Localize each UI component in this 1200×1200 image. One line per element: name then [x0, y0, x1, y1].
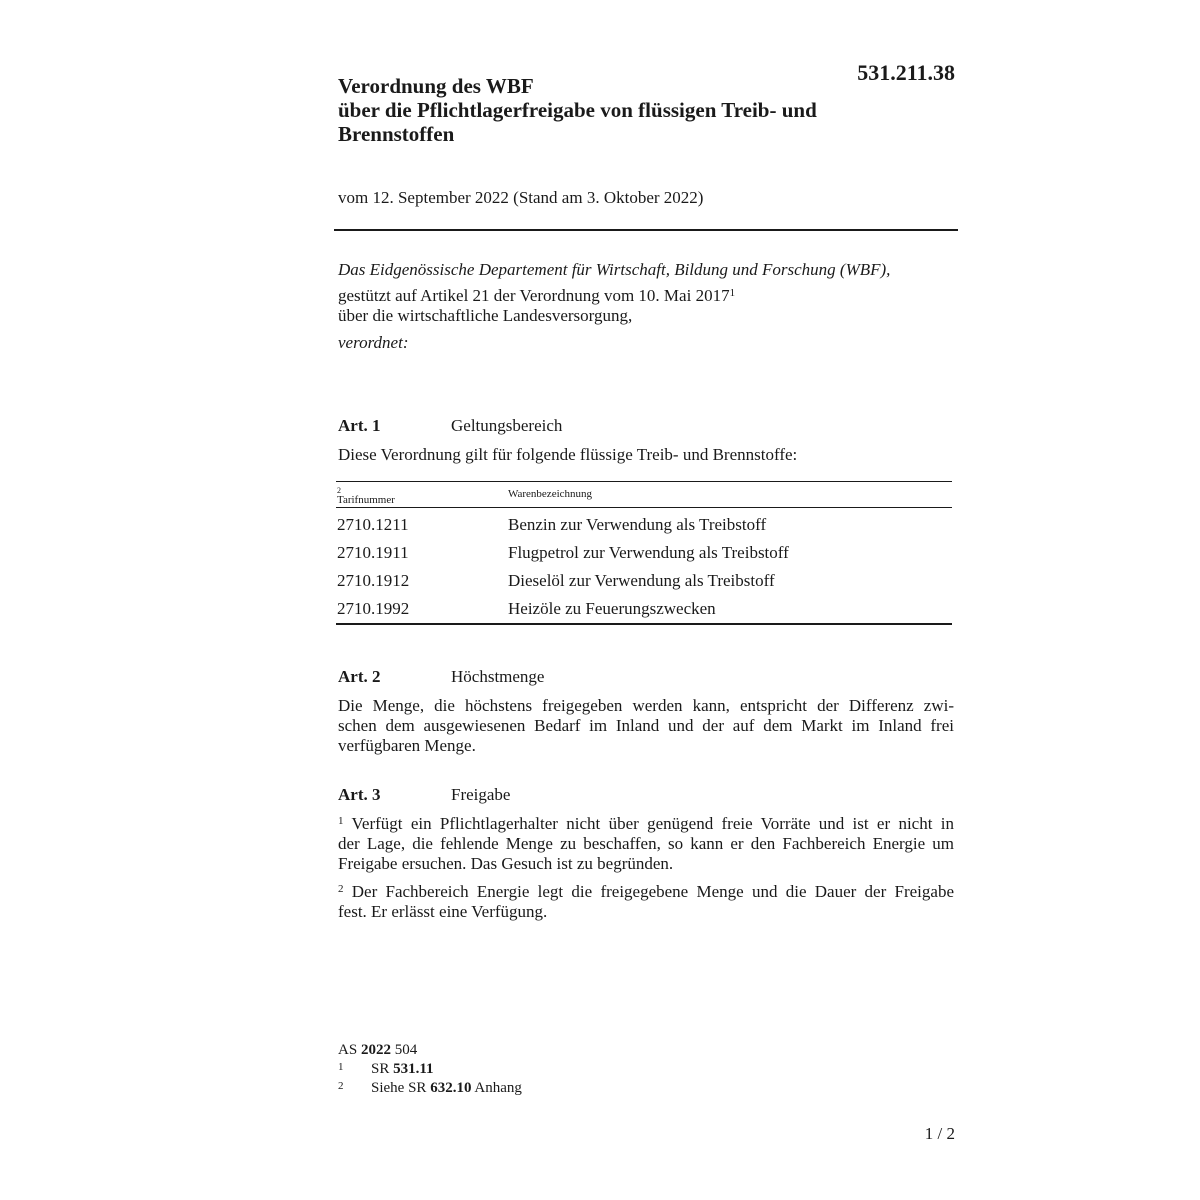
- table-row: [336, 536, 952, 564]
- article-number: Art. 1: [338, 416, 381, 435]
- title-line: Brennstoffen: [338, 122, 455, 146]
- basis-text: gestützt auf Artikel 21 der Verordnung vom 10. Mai 2017: [338, 286, 730, 305]
- article-1-intro: Diese Verordnung gilt für folgende flüssige Treib- und Brennstoffe:: [338, 445, 798, 464]
- article-2-heading: [338, 667, 544, 687]
- footnote-mark: 1: [338, 1061, 344, 1073]
- footnote-ref-link[interactable]: 632.10: [430, 1080, 472, 1096]
- page-number: 1 / 2: [924, 1124, 955, 1143]
- tariff-table: [336, 481, 952, 625]
- ordinance-title: [338, 74, 938, 146]
- text-line: Die Menge, die höchstens freigegeben werden kann, entspricht der Differenz zwi-: [338, 696, 954, 715]
- text-line: fest. Er erlässt eine Verfügung.: [338, 902, 548, 921]
- text-line: schen dem ausgewiesenen Bedarf im Inland und der auf dem Markt im Inland frei: [338, 716, 954, 735]
- column-header-goods: Warenbezeichnung: [508, 488, 593, 500]
- paragraph-number: 1: [338, 815, 344, 827]
- footnotes: [338, 1042, 522, 1097]
- table-header: [336, 482, 952, 507]
- footnote-item: [338, 1059, 522, 1078]
- goods-cell: Dieselöl zur Verwendung als Treibstoff: [508, 571, 775, 590]
- text-line: Der Fachbereich Energie legt die freigegebene Menge und die Dauer der Freigabe: [351, 882, 954, 901]
- goods-cell: Benzin zur Verwendung als Treibstoff: [508, 515, 767, 534]
- tariff-cell: 2710.1911: [337, 543, 409, 562]
- article-2-text: [338, 696, 954, 756]
- text-line: verfügbaren Menge.: [338, 736, 476, 755]
- text-line: der Lage, die fehlende Menge zu beschaffen, so kann er den Fachbereich Energie um: [338, 834, 954, 853]
- title-line: über die Pflichtlagerfreigabe von flüssigen Treib- und: [338, 98, 817, 122]
- as-prefix: AS: [338, 1042, 358, 1058]
- footnote-prefix: SR: [371, 1061, 390, 1077]
- tariff-cell: 2710.1912: [337, 571, 410, 590]
- header-divider: [334, 229, 958, 231]
- column-header-tariff: Tarifnummer: [337, 494, 395, 506]
- footnote-mark: 2: [338, 1080, 344, 1092]
- official-collection-ref: [338, 1042, 522, 1059]
- table-row: [336, 564, 952, 592]
- preamble-legal-basis: [338, 286, 735, 326]
- article-3-heading: [338, 785, 510, 805]
- as-page: 504: [394, 1042, 418, 1058]
- article-title: Höchstmenge: [451, 667, 545, 686]
- article-title: Geltungsbereich: [451, 416, 563, 435]
- article-3-paragraph-2: [338, 882, 954, 922]
- preamble-authority: Das Eidgenössische Departement für Wirtschaft, Bildung und Forschung (WBF),: [338, 260, 891, 279]
- footnote-ref[interactable]: 2: [337, 486, 341, 495]
- as-year: 2022: [360, 1042, 391, 1058]
- date-line: vom 12. September 2022 (Stand am 3. Oktober 2022): [338, 188, 704, 207]
- title-line: Verordnung des WBF: [338, 74, 534, 98]
- table-row: [336, 592, 952, 620]
- paragraph-number: 2: [338, 883, 344, 895]
- article-3-paragraph-1: [338, 814, 954, 874]
- tariff-cell: 2710.1992: [337, 599, 410, 618]
- table-row: [336, 508, 952, 536]
- goods-cell: Heizöle zu Feuerungszwecken: [508, 599, 716, 618]
- sr-number: 531.211.38: [857, 60, 955, 85]
- footnote-prefix: Siehe SR: [371, 1080, 427, 1096]
- article-title: Freigabe: [451, 785, 511, 804]
- table-rule-bottom: [336, 623, 952, 625]
- article-1-heading: [338, 416, 562, 436]
- footnote-ref-link[interactable]: 531.11: [393, 1061, 434, 1077]
- footnote-item: [338, 1078, 522, 1097]
- article-number: Art. 2: [338, 667, 381, 686]
- basis-text: über die wirtschaftliche Landesversorgung,: [338, 306, 633, 325]
- text-line: Verfügt ein Pflichtlagerhalter nicht über genügend freie Vorräte und ist er nicht in: [351, 814, 954, 833]
- goods-cell: Flugpetrol zur Verwendung als Treibstoff: [508, 543, 789, 562]
- footnote-ref[interactable]: 1: [729, 287, 736, 299]
- article-number: Art. 3: [338, 785, 381, 804]
- text-line: Freigabe ersuchen. Das Gesuch ist zu begründen.: [338, 854, 674, 873]
- footnote-suffix: Anhang: [474, 1080, 522, 1096]
- tariff-cell: 2710.1211: [337, 515, 409, 534]
- preamble-verb: verordnet:: [338, 333, 409, 352]
